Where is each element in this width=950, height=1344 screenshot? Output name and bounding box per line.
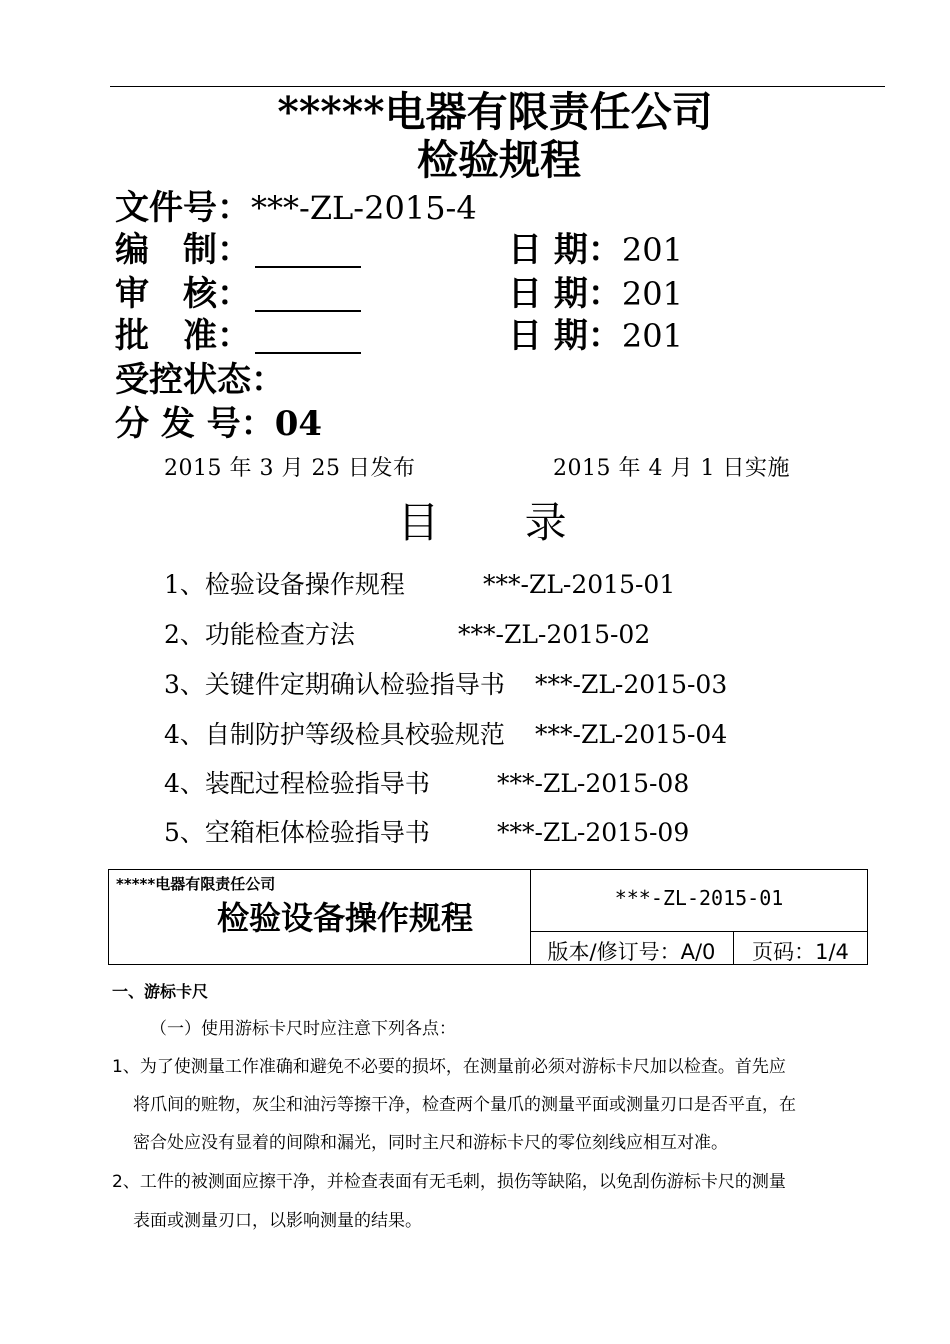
header-code: ***-ZL-2015-01 <box>614 886 784 910</box>
toc-item-code: ***-ZL-2015-04 <box>535 720 728 749</box>
header-company: *****电器有限责任公司 <box>116 875 276 893</box>
compiled-date-row <box>508 230 683 270</box>
reviewed-date-value: 201 <box>621 275 683 313</box>
control-status-label: 受控状态： <box>115 360 285 400</box>
header-title: 检验设备操作规程 <box>216 899 473 937</box>
issue-no-value: 04 <box>274 404 323 444</box>
reviewed-date-label: 日 期： <box>508 274 622 314</box>
top-rule <box>110 86 885 87</box>
file-no-value: ***-ZL-2015-4 <box>251 189 477 227</box>
table-divider <box>530 931 868 932</box>
toc-item-title: 5、空箱柜体检验指导书 <box>164 818 430 847</box>
header-revision: 版本/修订号：A/0 <box>547 940 716 964</box>
compiled-date-label: 日 期： <box>508 230 622 270</box>
toc-item-code: ***-ZL-2015-01 <box>483 570 676 599</box>
file-no-row <box>115 188 477 228</box>
approved-date-value: 201 <box>621 317 683 355</box>
toc-heading: 目 录 <box>397 498 603 547</box>
paragraph-line: 2、工件的被测面应擦干净，并检查表面有无毛刺，损伤等缺陷，以免刮伤游标卡尺的测量 <box>112 1172 786 1192</box>
toc-item-title: 2、功能检查方法 <box>164 620 355 649</box>
reviewed-label: 审 核： <box>115 274 251 314</box>
compiled-date-value: 201 <box>621 231 683 269</box>
toc-item-code: ***-ZL-2015-02 <box>458 620 651 649</box>
publish-date: 2015 年 3 月 25 日发布 <box>164 456 416 481</box>
approved-blank <box>255 352 361 354</box>
toc-item-title: 4、自制防护等级检具校验规范 <box>164 720 505 749</box>
section-heading: 一、游标卡尺 <box>112 982 209 1001</box>
paragraph-line: 表面或测量刃口，以影响测量的结果。 <box>133 1211 422 1231</box>
toc-item-code: ***-ZL-2015-09 <box>497 818 690 847</box>
reviewed-blank <box>255 310 361 312</box>
toc-item-title: 3、关键件定期确认检验指导书 <box>164 670 505 699</box>
issue-no-row <box>115 404 322 444</box>
header-page: 页码：1/4 <box>752 940 849 964</box>
paragraph-line: 密合处应没有显着的间隙和漏光，同时主尺和游标卡尺的零位刻线应相互对准。 <box>133 1133 728 1153</box>
issue-no-label: 分 发 号： <box>115 404 275 444</box>
reviewed-date-row <box>508 274 683 314</box>
approved-label: 批 准： <box>115 316 251 356</box>
paragraph-line: 将爪间的赃物，灰尘和油污等擦干净，检查两个量爪的测量平面或测量刃口是否平直，在 <box>133 1095 796 1115</box>
company-title: *****电器有限责任公司 <box>277 88 713 136</box>
document-title: 检验规程 <box>417 136 581 184</box>
toc-item-title: 1、检验设备操作规程 <box>164 570 405 599</box>
toc-item-title: 4、装配过程检验指导书 <box>164 769 430 798</box>
compiled-blank <box>255 266 361 268</box>
toc-item-code: ***-ZL-2015-03 <box>535 670 728 699</box>
subsection-heading: （一）使用游标卡尺时应注意下列各点： <box>150 1019 456 1039</box>
toc-item-code: ***-ZL-2015-08 <box>497 769 690 798</box>
paragraph-line: 1、为了使测量工作准确和避免不必要的损坏，在测量前必须对游标卡尺加以检查。首先应 <box>112 1057 786 1077</box>
approved-date-row <box>508 316 683 356</box>
compiled-label: 编 制： <box>115 230 251 270</box>
approved-date-label: 日 期： <box>508 316 622 356</box>
effective-date: 2015 年 4 月 1 日实施 <box>553 456 790 481</box>
file-no-label: 文件号： <box>115 188 251 228</box>
